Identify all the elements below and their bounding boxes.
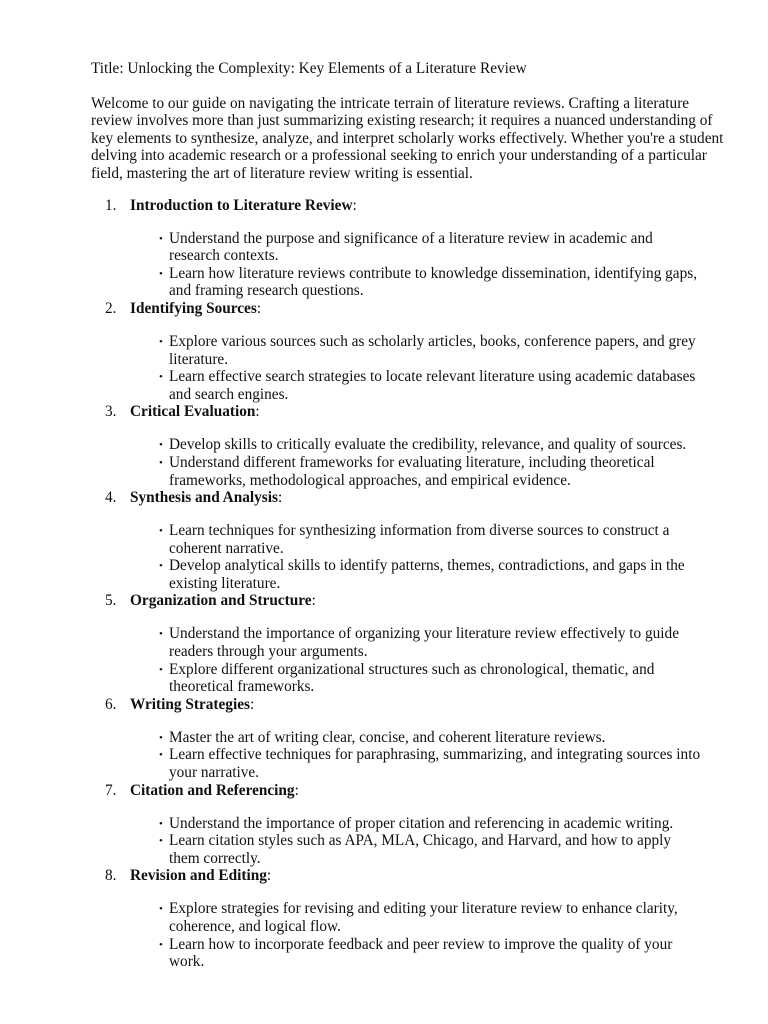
section-heading <box>91 782 731 800</box>
section-heading <box>91 696 731 714</box>
bullet-item <box>91 522 704 557</box>
bullet-dot-icon: • <box>159 335 163 348</box>
bullet-text: Master the art of writing clear, concise, and coherent literature reviews. <box>169 728 606 746</box>
bullet-list <box>91 900 731 970</box>
section-number: 2. <box>105 299 117 317</box>
section-heading <box>91 592 731 610</box>
bullet-text: Understand the importance of organizing your literature review effectively to guide readers through your arguments. <box>169 625 679 661</box>
section-title: Critical Evaluation <box>130 403 256 421</box>
bullet-item <box>91 368 704 403</box>
section-item <box>91 489 731 592</box>
bullet-item <box>91 454 704 489</box>
bullet-dot-icon: • <box>159 731 163 744</box>
section-title: Organization and Structure <box>130 592 312 610</box>
section-title: Synthesis and Analysis <box>130 489 278 507</box>
bullet-item <box>91 333 704 368</box>
bullet-text: Learn how literature reviews contribute to knowledge dissemination, identifying gaps, and framing research questions. <box>169 264 698 300</box>
section-colon: : <box>266 867 272 885</box>
bullet-dot-icon: • <box>159 628 163 641</box>
bullet-dot-icon: • <box>159 456 163 469</box>
bullet-text: Learn effective search strategies to locate relevant literature using academic databases and search engines. <box>169 368 696 403</box>
document-title: Title: Unlocking the Complexity: Key Elements of a Literature Review <box>91 60 527 77</box>
bullet-text: Learn effective techniques for paraphrasing, summarizing, and integrating sources into your narrative. <box>169 746 701 782</box>
bullet-list <box>91 625 731 695</box>
section-item <box>91 696 731 782</box>
bullet-dot-icon: • <box>159 560 163 573</box>
bullet-dot-icon: • <box>159 817 163 830</box>
section-title: Writing Strategies <box>130 695 250 713</box>
bullet-dot-icon: • <box>159 371 163 384</box>
section-colon: : <box>255 403 260 421</box>
bullet-text: Develop skills to critically evaluate the credibility, relevance, and quality of sources. <box>169 436 687 454</box>
bullet-item <box>91 936 704 971</box>
section-item <box>91 592 731 695</box>
section-item <box>91 403 731 489</box>
section-title: Introduction to Literature Review <box>130 196 353 214</box>
section-colon: : <box>294 781 299 799</box>
section-list <box>91 197 731 971</box>
bullet-dot-icon: • <box>159 938 163 951</box>
bullet-list <box>91 729 731 782</box>
section-heading <box>91 300 731 318</box>
section-item <box>91 782 731 868</box>
section-heading <box>91 867 731 885</box>
bullet-list <box>91 333 731 403</box>
bullet-item <box>91 729 704 747</box>
bullet-dot-icon: • <box>159 439 163 452</box>
section-number: 3. <box>105 403 117 421</box>
section-item <box>91 197 731 300</box>
section-number: 6. <box>105 695 117 713</box>
bullet-item <box>91 230 704 265</box>
bullet-list <box>91 815 731 868</box>
bullet-text: Learn techniques for synthesizing information from diverse sources to construct a coherent narrative. <box>169 522 670 557</box>
bullet-list <box>91 522 731 592</box>
section-item <box>91 300 731 403</box>
bullet-text: Develop analytical skills to identify patterns, themes, contradictions, and gaps in the existing literature. <box>169 557 685 592</box>
bullet-text: Explore different organizational structures such as chronological, thematic, and theoretical frameworks. <box>169 660 655 696</box>
bullet-list <box>91 436 731 489</box>
section-number: 8. <box>105 867 117 885</box>
intro-paragraph: Welcome to our guide on navigating the intricate terrain of literature reviews. Crafting a literature review involves more than just summarizing existing research; it requires a nuanced understanding of key elements to synthesize, analyze, and interpret scholarly works effectively. Whether you're a student delving into academic research or a professional seeking to enrich your understanding of a particular field, mastering the art of literature review writing is essential. <box>91 94 724 182</box>
document-page <box>91 60 731 971</box>
bullet-item <box>91 746 704 781</box>
section-colon: : <box>352 196 357 214</box>
bullet-item <box>91 661 704 696</box>
bullet-dot-icon: • <box>159 232 163 245</box>
section-title: Identifying Sources <box>130 299 257 317</box>
bullet-dot-icon: • <box>159 903 163 916</box>
bullet-text: Learn citation styles such as APA, MLA, Chicago, and Harvard, and how to apply them correctly. <box>169 832 672 867</box>
bullet-item <box>91 900 704 935</box>
bullet-text: Explore strategies for revising and editing your literature review to enhance clarity, coherence, and logical flow. <box>169 900 678 935</box>
bullet-item <box>91 436 704 454</box>
section-heading <box>91 489 731 507</box>
section-heading <box>91 403 731 421</box>
section-title: Revision and Editing <box>130 867 267 885</box>
bullet-dot-icon: • <box>159 267 163 280</box>
bullet-dot-icon: • <box>159 525 163 538</box>
section-item <box>91 867 731 970</box>
section-heading <box>91 197 731 215</box>
section-number: 4. <box>105 489 117 507</box>
bullet-dot-icon: • <box>159 663 163 676</box>
section-colon: : <box>311 592 316 610</box>
section-number: 1. <box>105 196 117 214</box>
bullet-text: Understand different frameworks for evaluating literature, including theoretical frameworks, methodological approaches, and empirical evidence. <box>169 453 655 489</box>
bullet-dot-icon: • <box>159 835 163 848</box>
section-colon: : <box>277 489 283 507</box>
bullet-item <box>91 557 704 592</box>
bullet-text: Explore various sources such as scholarly articles, books, conference papers, and grey literature. <box>169 332 696 368</box>
section-colon: : <box>249 695 255 713</box>
bullet-item <box>91 625 704 660</box>
bullet-item <box>91 815 704 833</box>
section-colon: : <box>256 299 262 317</box>
bullet-list <box>91 230 731 300</box>
bullet-item <box>91 265 704 300</box>
bullet-text: Learn how to incorporate feedback and peer review to improve the quality of your work. <box>169 935 673 971</box>
bullet-item <box>91 832 704 867</box>
section-number: 7. <box>105 781 117 799</box>
bullet-text: Understand the purpose and significance of a literature review in academic and research contexts. <box>169 229 653 265</box>
bullet-text: Understand the importance of proper citation and referencing in academic writing. <box>169 814 674 832</box>
section-title: Citation and Referencing <box>130 781 295 799</box>
bullet-dot-icon: • <box>159 749 163 762</box>
section-number: 5. <box>105 592 117 610</box>
